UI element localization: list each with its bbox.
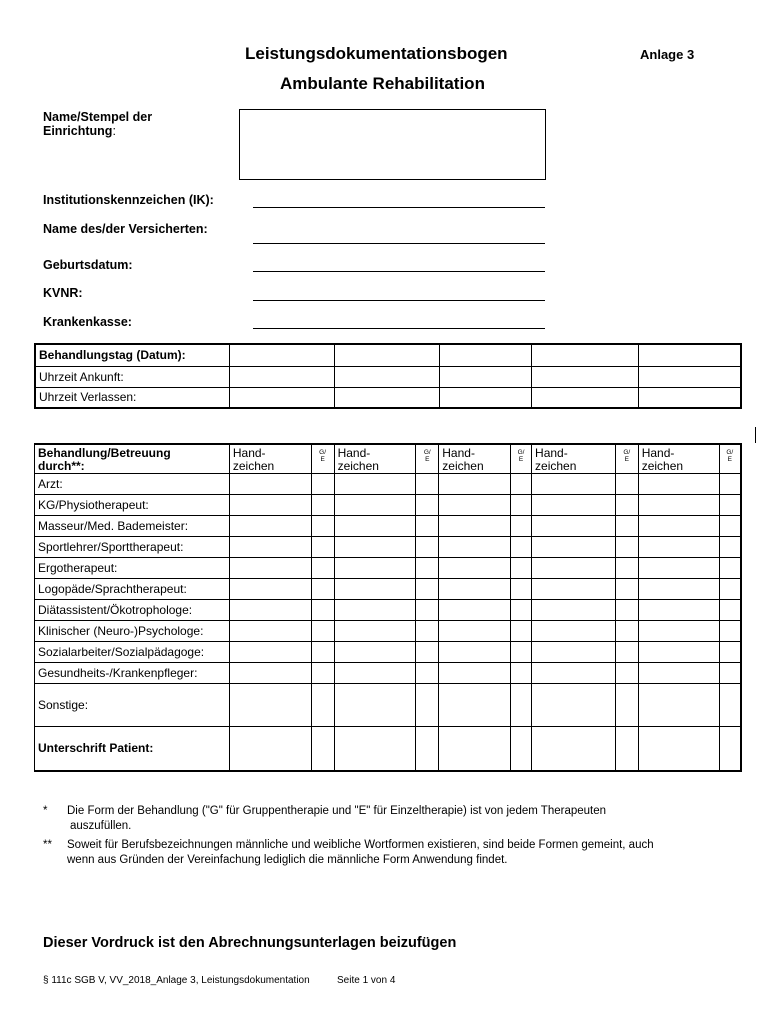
ge-header: [615, 444, 638, 474]
ge-cell[interactable]: [511, 663, 532, 684]
initials-cell[interactable]: [229, 621, 311, 642]
visit-cell[interactable]: [334, 387, 439, 408]
ge-cell[interactable]: [511, 727, 532, 771]
initials-cell[interactable]: [638, 663, 719, 684]
ge-cell[interactable]: [311, 579, 334, 600]
visit-cell[interactable]: [230, 366, 335, 387]
treatment-row-label: Unterschrift Patient:: [35, 727, 230, 771]
ge-cell[interactable]: [416, 474, 439, 495]
ge-cell[interactable]: [615, 621, 638, 642]
ge-cell[interactable]: [719, 516, 741, 537]
initials-cell[interactable]: [439, 684, 511, 727]
initials-cell[interactable]: [334, 663, 416, 684]
insured-name-field[interactable]: [253, 243, 545, 244]
ge-cell[interactable]: [511, 579, 532, 600]
initials-cell[interactable]: [334, 684, 416, 727]
ge-cell[interactable]: [311, 684, 334, 727]
ge-cell[interactable]: [311, 600, 334, 621]
initials-header-line2: zeichen: [232, 459, 275, 473]
treatment-row: [35, 516, 742, 537]
ge-header: [416, 444, 439, 474]
ge-cell[interactable]: [416, 621, 439, 642]
initials-cell[interactable]: [638, 558, 719, 579]
ge-cell[interactable]: [311, 495, 334, 516]
initials-cell[interactable]: [229, 495, 311, 516]
ik-label: Institutionskennzeichen (IK):: [43, 193, 214, 207]
treatment-row-label: Arzt:: [35, 474, 230, 495]
treatment-row-label: Klinischer (Neuro-)Psychologe:: [35, 621, 230, 642]
insured-name-label: Name des/der Versicherten:: [43, 222, 208, 236]
ge-cell[interactable]: [511, 642, 532, 663]
ge-header-line2: E: [425, 456, 430, 463]
footnote-2-line1: Soweit für Berufsbezeichnungen männliche und weibliche Wortformen existieren, sind beide Formen gemeint, auch: [67, 839, 654, 851]
ge-cell[interactable]: [511, 600, 532, 621]
initials-cell[interactable]: [638, 642, 719, 663]
ge-cell[interactable]: [311, 663, 334, 684]
ge-cell[interactable]: [615, 579, 638, 600]
ge-cell[interactable]: [719, 684, 741, 727]
initials-header-line1: Hand-: [442, 446, 475, 460]
initials-header: [229, 444, 311, 474]
initials-header-line2: zeichen: [337, 459, 379, 473]
ge-cell[interactable]: [311, 516, 334, 537]
ge-cell[interactable]: [615, 537, 638, 558]
ge-cell[interactable]: [719, 621, 741, 642]
visit-departure-label: Uhrzeit Verlassen:: [35, 387, 230, 408]
initials-cell[interactable]: [229, 727, 311, 771]
initials-cell[interactable]: [229, 474, 311, 495]
ge-cell[interactable]: [615, 558, 638, 579]
ge-cell[interactable]: [511, 474, 532, 495]
footnote-2-mark: **: [43, 839, 52, 851]
initials-header-line2: zeichen: [535, 459, 577, 473]
initials-cell[interactable]: [532, 621, 616, 642]
treatment-row: [35, 621, 742, 642]
initials-header-line1: Hand-: [232, 446, 266, 460]
visit-date-label: Behandlungstag (Datum):: [35, 344, 230, 366]
footer-reference: § 111c SGB V, VV_2018_Anlage 3, Leistungsdokumentation: [43, 975, 310, 986]
initials-cell[interactable]: [439, 663, 511, 684]
ge-cell[interactable]: [511, 537, 532, 558]
visit-cell[interactable]: [532, 366, 639, 387]
initials-cell[interactable]: [439, 727, 511, 771]
initials-cell[interactable]: [532, 516, 616, 537]
initials-cell[interactable]: [229, 663, 311, 684]
ge-cell[interactable]: [416, 600, 439, 621]
initials-cell[interactable]: [229, 579, 311, 600]
ge-header-line1: G/: [623, 449, 631, 456]
ge-header-line2: E: [624, 456, 629, 463]
initials-cell[interactable]: [439, 621, 511, 642]
treatment-row: [35, 558, 742, 579]
initials-cell[interactable]: [532, 727, 616, 771]
margin-mark: [755, 427, 756, 443]
treatment-row-label: Sozialarbeiter/Sozialpädagoge:: [35, 642, 230, 663]
initials-cell[interactable]: [334, 537, 416, 558]
visit-cell[interactable]: [439, 387, 532, 408]
initials-header: [439, 444, 511, 474]
attachment-notice: Dieser Vordruck ist den Abrechnungsunterlagen beizufügen: [43, 935, 457, 951]
initials-cell[interactable]: [532, 558, 616, 579]
ge-cell[interactable]: [511, 558, 532, 579]
ge-cell[interactable]: [719, 495, 741, 516]
visit-cell[interactable]: [439, 344, 532, 366]
initials-cell[interactable]: [532, 684, 616, 727]
initials-cell[interactable]: [229, 600, 311, 621]
treatment-row: [35, 727, 742, 771]
visit-cell[interactable]: [230, 387, 335, 408]
visit-cell[interactable]: [532, 344, 639, 366]
institution-label-line1: Name/Stempel der: [43, 110, 153, 124]
initials-cell[interactable]: [532, 495, 616, 516]
ge-header-line2: E: [518, 456, 524, 463]
ge-cell[interactable]: [719, 663, 741, 684]
ge-cell[interactable]: [311, 537, 334, 558]
visit-arrival-label: Uhrzeit Ankunft:: [35, 366, 230, 387]
ge-cell[interactable]: [615, 642, 638, 663]
initials-cell[interactable]: [334, 516, 416, 537]
treatment-row-label: Sonstige:: [35, 684, 230, 727]
visit-cell[interactable]: [334, 366, 439, 387]
initials-header-line2: zeichen: [442, 459, 484, 473]
footnote-1: [67, 804, 747, 834]
initials-cell[interactable]: [439, 537, 511, 558]
ge-cell[interactable]: [615, 600, 638, 621]
treatment-row-label: Ergotherapeut:: [35, 558, 230, 579]
initials-cell[interactable]: [532, 537, 616, 558]
initials-cell[interactable]: [229, 537, 311, 558]
footnote-2: [67, 838, 757, 868]
visit-cell[interactable]: [532, 387, 639, 408]
institution-label-colon: :: [112, 124, 116, 138]
initials-cell[interactable]: [439, 600, 511, 621]
initials-cell[interactable]: [439, 495, 511, 516]
initials-cell[interactable]: [334, 495, 416, 516]
insurer-field[interactable]: [253, 328, 545, 329]
treatment-row: [35, 537, 742, 558]
ge-header: [719, 444, 741, 474]
ik-field[interactable]: [253, 207, 545, 208]
ge-cell[interactable]: [615, 663, 638, 684]
initials-cell[interactable]: [638, 537, 719, 558]
ge-cell[interactable]: [311, 558, 334, 579]
treatment-row: [35, 600, 742, 621]
initials-cell[interactable]: [229, 558, 311, 579]
treatment-header-row: [35, 444, 742, 474]
ge-cell[interactable]: [311, 642, 334, 663]
ge-cell[interactable]: [719, 558, 741, 579]
kvnr-label: KVNR:: [43, 286, 83, 300]
ge-cell[interactable]: [719, 474, 741, 495]
treatment-table: [34, 443, 742, 772]
initials-cell[interactable]: [334, 558, 416, 579]
initials-cell[interactable]: [439, 579, 511, 600]
initials-header-line1: Hand-: [641, 446, 675, 460]
footer-page-number: Seite 1 von 4: [337, 975, 396, 986]
ge-cell[interactable]: [615, 495, 638, 516]
ge-cell[interactable]: [615, 474, 638, 495]
initials-cell[interactable]: [638, 621, 719, 642]
treatment-row-label: Gesundheits-/Krankenpfleger:: [35, 663, 230, 684]
footnote-1-mark: *: [43, 805, 48, 817]
ge-header-line2: E: [727, 456, 732, 463]
institution-stamp-box[interactable]: [239, 109, 546, 180]
footnote-2-line2: wenn aus Gründen der Vereinfachung lediglich die männliche Form Anwendung findet.: [67, 854, 508, 866]
birthdate-label: Geburtsdatum:: [43, 258, 133, 272]
ge-cell[interactable]: [615, 684, 638, 727]
initials-header-line1: Hand-: [535, 446, 568, 460]
initials-cell[interactable]: [532, 474, 616, 495]
treatment-rows: [35, 474, 742, 771]
initials-cell[interactable]: [638, 684, 719, 727]
initials-cell[interactable]: [532, 579, 616, 600]
initials-header-line2: zeichen: [641, 459, 684, 473]
treatment-row-label: KG/Physiotherapeut:: [35, 495, 230, 516]
initials-cell[interactable]: [334, 579, 416, 600]
insurer-label: Krankenkasse:: [43, 315, 132, 329]
ge-header-line1: G/: [726, 449, 734, 456]
ge-cell[interactable]: [416, 537, 439, 558]
initials-cell[interactable]: [334, 642, 416, 663]
treatment-row: [35, 684, 742, 727]
ge-cell[interactable]: [719, 600, 741, 621]
initials-cell[interactable]: [334, 621, 416, 642]
ge-cell[interactable]: [311, 474, 334, 495]
ge-cell[interactable]: [416, 663, 439, 684]
ge-cell[interactable]: [719, 537, 741, 558]
initials-cell[interactable]: [638, 516, 719, 537]
initials-cell[interactable]: [334, 474, 416, 495]
ge-header: [511, 444, 532, 474]
ge-cell[interactable]: [511, 516, 532, 537]
initials-cell[interactable]: [334, 727, 416, 771]
initials-cell[interactable]: [439, 642, 511, 663]
visit-row-departure: [35, 387, 741, 408]
treatment-header-line2: durch**:: [38, 459, 85, 473]
visit-cell[interactable]: [334, 344, 439, 366]
ge-cell[interactable]: [311, 727, 334, 771]
treatment-header-line1: Behandlung/Betreuung: [38, 446, 171, 460]
ge-cell[interactable]: [416, 558, 439, 579]
initials-cell[interactable]: [229, 642, 311, 663]
initials-cell[interactable]: [439, 474, 511, 495]
institution-label-line2: Einrichtung: [43, 124, 113, 138]
treatment-row-label: Logopäde/Sprachtherapeut:: [35, 579, 230, 600]
ge-cell[interactable]: [719, 642, 741, 663]
visit-row-date: [35, 344, 741, 366]
initials-cell[interactable]: [638, 600, 719, 621]
initials-header: [334, 444, 416, 474]
treatment-row-label: Masseur/Med. Bademeister:: [35, 516, 230, 537]
initials-cell[interactable]: [532, 642, 616, 663]
ge-cell[interactable]: [511, 495, 532, 516]
ge-header-line1: G/: [423, 449, 431, 456]
initials-cell[interactable]: [532, 600, 616, 621]
ge-cell[interactable]: [416, 684, 439, 727]
footnote-1-line1: Die Form der Behandlung ("G" für Gruppentherapie und "E" für Einzeltherapie) ist von jedem Therapeuten: [67, 805, 607, 817]
footnote-1-line2: auszufüllen.: [70, 820, 132, 832]
treatment-row-label: Diätassistent/Ökotrophologe:: [35, 600, 230, 621]
ge-cell[interactable]: [311, 621, 334, 642]
annex-label: Anlage 3: [640, 47, 695, 62]
visit-cell[interactable]: [638, 344, 741, 366]
ge-header-line1: G/: [517, 449, 525, 456]
ge-header-line2: E: [320, 456, 325, 463]
initials-cell[interactable]: [229, 516, 311, 537]
visit-cell[interactable]: [638, 366, 741, 387]
ge-cell[interactable]: [416, 516, 439, 537]
ge-cell[interactable]: [719, 727, 741, 771]
treatment-row-label: Sportlehrer/Sporttherapeut:: [35, 537, 230, 558]
initials-cell[interactable]: [638, 579, 719, 600]
treatment-row: [35, 474, 742, 495]
initials-cell[interactable]: [229, 684, 311, 727]
treatment-row: [35, 579, 742, 600]
initials-header: [638, 444, 719, 474]
ge-cell[interactable]: [416, 642, 439, 663]
ge-cell[interactable]: [615, 516, 638, 537]
ge-cell[interactable]: [416, 495, 439, 516]
institution-label: [43, 110, 152, 138]
document-title: Leistungsdokumentationsbogen: [245, 44, 508, 63]
ge-cell[interactable]: [511, 621, 532, 642]
visit-cell[interactable]: [230, 344, 335, 366]
visit-cell[interactable]: [638, 387, 741, 408]
kvnr-field[interactable]: [253, 300, 545, 301]
ge-cell[interactable]: [615, 727, 638, 771]
treatment-row: [35, 663, 742, 684]
initials-cell[interactable]: [439, 516, 511, 537]
initials-cell[interactable]: [638, 474, 719, 495]
initials-cell[interactable]: [334, 600, 416, 621]
treatment-row: [35, 495, 742, 516]
initials-cell[interactable]: [638, 495, 719, 516]
ge-cell[interactable]: [416, 579, 439, 600]
initials-cell[interactable]: [638, 727, 719, 771]
ge-cell[interactable]: [511, 684, 532, 727]
visit-row-arrival: [35, 366, 741, 387]
ge-cell[interactable]: [416, 727, 439, 771]
treatment-header-label: [35, 444, 230, 474]
document-subtitle: Ambulante Rehabilitation: [280, 74, 485, 93]
ge-cell[interactable]: [719, 579, 741, 600]
ge-header: [311, 444, 334, 474]
visit-cell[interactable]: [439, 366, 532, 387]
birthdate-field[interactable]: [253, 271, 545, 272]
ge-header-line1: G/: [319, 449, 327, 456]
initials-header-line1: Hand-: [337, 446, 371, 460]
initials-cell[interactable]: [439, 558, 511, 579]
treatment-row: [35, 642, 742, 663]
initials-header: [532, 444, 616, 474]
visit-table: [34, 343, 742, 409]
initials-cell[interactable]: [532, 663, 616, 684]
